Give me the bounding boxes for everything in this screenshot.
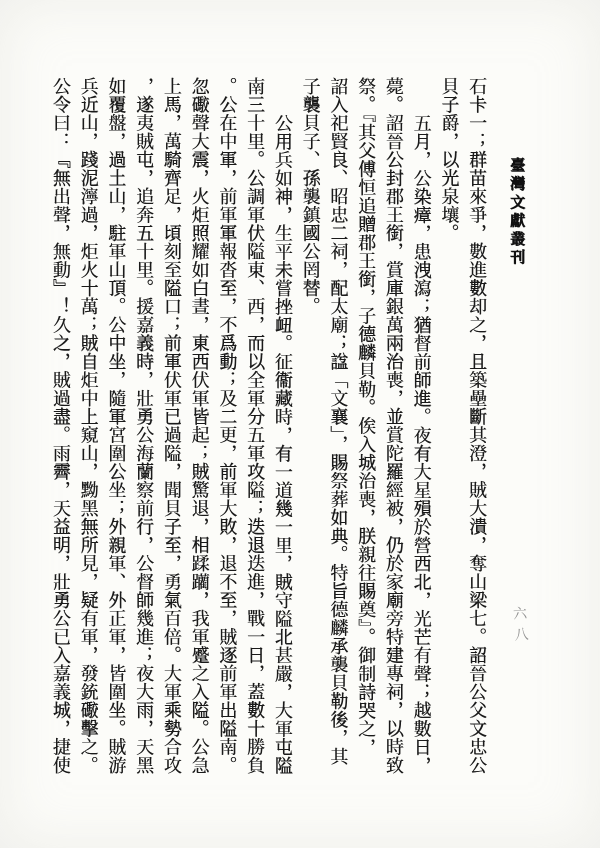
text-column: 貝子爵，以光泉壤。 xyxy=(439,77,460,243)
text-column: 上馬，萬騎齊足，頃刻至隘口；前軍伏軍已過隘，聞貝子至，勇氣百倍。大軍乘勢合攻 xyxy=(161,77,182,775)
page-number: 六八 xyxy=(510,605,529,649)
text-column: 公用兵如神，生平未嘗挫衄。征衞藏時，有一道幾一里，賊守隘北甚嚴，大軍屯隘 xyxy=(272,113,293,775)
text-column: 薨。詔晉公封郡王銜，賞庫銀萬兩治喪，並賞陀羅經被，仍於家廟旁特建專祠，以時致 xyxy=(383,77,404,775)
document-body xyxy=(45,77,490,789)
text-column: 詔入祀賢良、昭忠二祠，配太廟；諡「文襄」，賜祭葬如典。特旨德麟承襲貝勒後，其 xyxy=(328,77,349,766)
text-column: 忽礮聲大震，火炬照耀如白晝，東西伏軍皆起；賊驚退，相蹂躪，我軍蹙之入隘。公急 xyxy=(189,77,210,775)
text-column: ，遂夷賊屯，追奔五十里。援嘉義時，壯勇公海蘭察前行，公督師幾進；夜大雨，天黑 xyxy=(134,77,154,775)
text-column: 祭。『其父傅恒追贈郡王銜，子德麟貝勒。俟入城治喪，朕親往賜奠』。御制詩哭之， xyxy=(356,77,376,757)
text-column: 五月，公染瘴，患洩瀉；猶督前師進。夜有大星殞於營西北，光芒有聲；越數日， xyxy=(411,113,432,775)
text-column: 公令曰：『無出聲，無動』！久之，賊過盡。雨霽，天益明，壯勇公已入嘉義城，捷使 xyxy=(50,77,71,775)
text-column: 兵近山，踐泥濘過，炬火十萬；賊自炬中上窺山，黝黑無所見，疑有軍，發銃礮擊之。 xyxy=(78,77,99,775)
text-column: 石卡一；群苗來爭，數進數却之，且築壘斷其澄，賊大潰，奪山梁七。詔晉公父文忠公 xyxy=(467,77,487,775)
series-title: 臺灣文獻叢刊 xyxy=(508,157,524,268)
text-column: 南三十里。公調軍伏隘東、西，而以全軍分五軍攻隘；迭退迭進，戰一日，蓋數十勝負 xyxy=(245,77,265,775)
text-column: 子襲貝子、孫襲鎮國公罔替。 xyxy=(300,77,321,316)
text-column: 。公在中軍，前軍軍報沓至，不爲動；及二更，前軍大敗，退不至，賊逐前軍出隘南。 xyxy=(217,77,238,775)
text-column: 如覆盤，過土山，駐軍山頂。公中坐，隨軍宮圍公坐；外親軍、外正軍，皆圍坐。賊游 xyxy=(106,77,127,775)
